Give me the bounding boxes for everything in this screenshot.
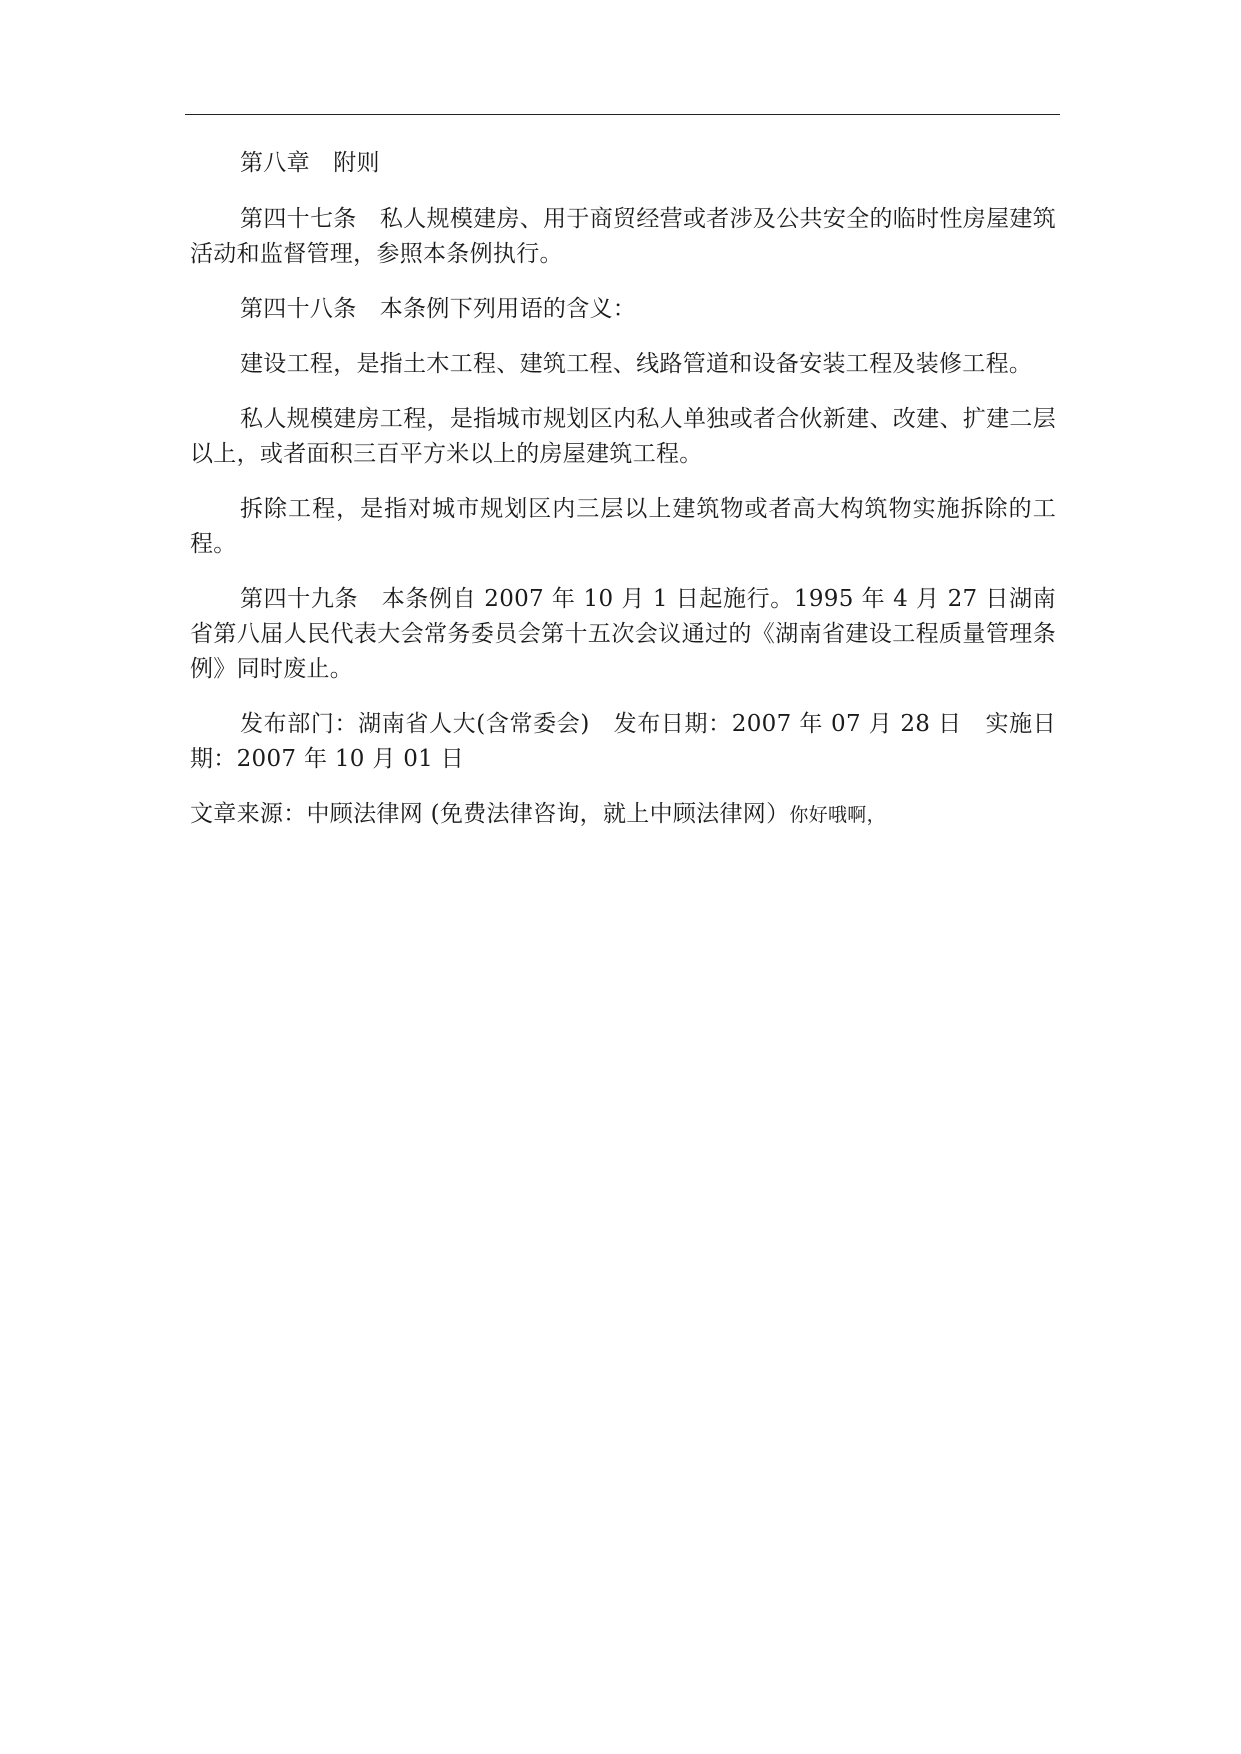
source-tail: 你好哦啊， — [789, 804, 886, 826]
header-rule — [185, 114, 1060, 115]
definition-demolition: 拆除工程，是指对城市规划区内三层以上建筑物或者高大构筑物实施拆除的工程。 — [190, 496, 1056, 557]
definition-construction: 建设工程，是指土木工程、建筑工程、线路管道和设备安装工程及装修工程。 — [240, 351, 1033, 377]
article-47: 第四十七条 私人规模建房、用于商贸经营或者涉及公共安全的临时性房屋建筑活动和监督管理，参照本条例执行。 — [190, 206, 1056, 267]
publish-info: 发布部门：湖南省人大(含常委会) 发布日期：2007 年 07 月 28 日 实施日期：2007 年 10 月 01 日 — [190, 711, 1056, 772]
chapter-heading: 第八章 附则 — [240, 150, 380, 176]
article-48: 第四十八条 本条例下列用语的含义： — [240, 296, 637, 322]
article-49: 第四十九条 本条例自 2007 年 10 月 1 日起施行。1995 年 4 月 27 日湖南省第八届人民代表大会常务委员会第十五次会议通过的《湖南省建设工程质量管理条例》同时废止。 — [190, 586, 1056, 682]
definition-private-building: 私人规模建房工程，是指城市规划区内私人单独或者合伙新建、改建、扩建二层以上，或者面积三百平方米以上的房屋建筑工程。 — [190, 406, 1056, 467]
document-body — [190, 146, 1056, 853]
source-main: 文章来源：中顾法律网 (免费法律咨询，就上中顾法律网） — [190, 801, 790, 827]
source-line — [190, 797, 1056, 833]
